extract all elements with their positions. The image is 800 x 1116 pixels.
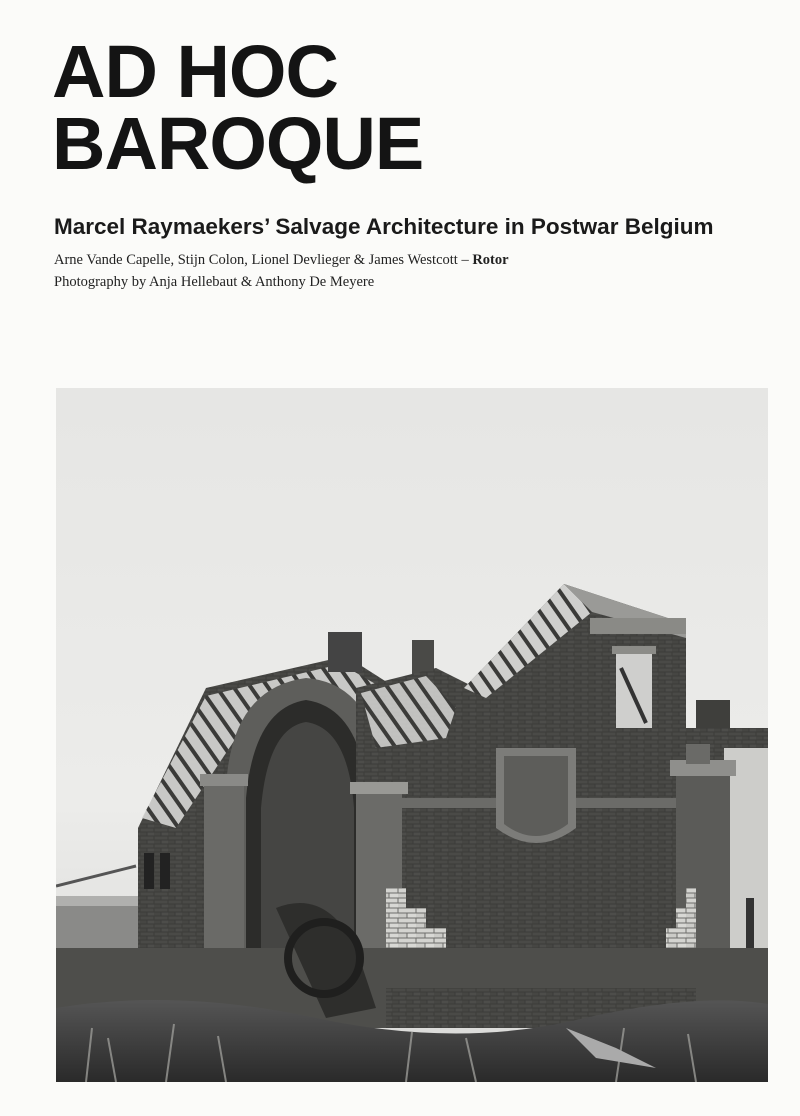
author-names: Arne Vande Capelle, Stijn Colon, Lionel Devlieger & James Westcott: [54, 252, 458, 268]
book-title: [52, 30, 424, 185]
title-line-2: BAROQUE: [52, 102, 424, 185]
photo-credit: Photography by Anja Hellebaut & Anthony De Meyere: [54, 274, 375, 290]
title-line-1: AD HOC: [52, 30, 338, 113]
tower-window: [616, 650, 652, 728]
cover-photograph: [56, 388, 768, 1082]
book-subtitle: Marcel Raymaekers’ Salvage Architecture in Postwar Belgium: [54, 214, 714, 239]
author-line: [54, 252, 509, 269]
author-separator: –: [457, 252, 473, 268]
author-group: Rotor: [472, 252, 509, 268]
